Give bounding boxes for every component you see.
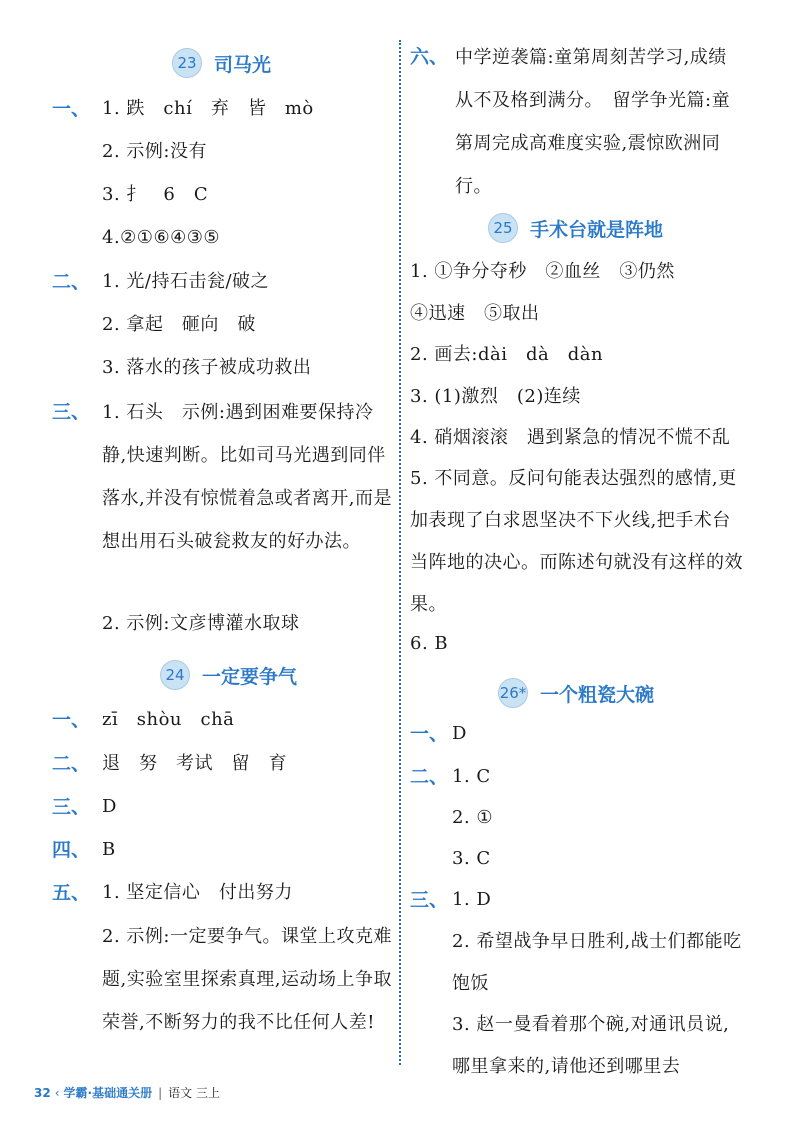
answer-line: 4.②①⑥④③⑤ xyxy=(102,227,220,248)
answer-line: zī shòu chā xyxy=(102,709,235,730)
section-mark: 一、 xyxy=(52,98,91,120)
answer-line: 退 努 考试 留 育 xyxy=(102,753,287,774)
answer-line: 3. (1)激烈 (2)连续 xyxy=(410,386,581,407)
answer-line: 1. C xyxy=(452,766,491,787)
answer-paragraph: 1. 石头 示例:遇到困难要保持冷静,快速判断。比如司马光遇到同伴落水,并没有惊慌着急或者离开,而是想出用石头破瓮救友的好办法。 xyxy=(102,402,392,552)
section-mark: 五、 xyxy=(52,882,91,904)
section-mark: 四、 xyxy=(52,839,91,861)
answer-line: 1. 光/持石击瓮/破之 xyxy=(102,271,270,292)
lesson-title: 司马光 xyxy=(214,53,272,76)
lesson-number-badge: 26* xyxy=(498,678,528,708)
lesson-number-badge: 25 xyxy=(488,213,518,243)
answer-line: 3. 落水的孩子被成功救出 xyxy=(102,357,312,378)
section-mark: 三、 xyxy=(52,401,91,423)
answer-line: 3. 扌 6 C xyxy=(102,184,209,205)
answer-line: 6. B xyxy=(410,633,449,654)
lesson-number-badge: 23 xyxy=(172,48,202,78)
answer-line: ④迅速 ⑤取出 xyxy=(410,303,540,324)
answer-line: 1. ①争分夺秒 ②血丝 ③仍然 xyxy=(410,261,675,282)
lesson-number-badge: 24 xyxy=(160,660,190,690)
answer-line: B xyxy=(102,839,116,860)
section-mark: 二、 xyxy=(52,753,91,775)
section-mark: 二、 xyxy=(52,271,91,293)
lesson-title: 一个粗瓷大碗 xyxy=(540,683,655,706)
section-mark: 二、 xyxy=(410,766,449,788)
answer-line: 1. 坚定信心 付出努力 xyxy=(102,882,293,903)
lesson-23-header xyxy=(172,48,271,78)
section-mark: 三、 xyxy=(52,796,91,818)
subject-label: 语文 三上 xyxy=(168,1086,220,1100)
answer-paragraph: 5. 不同意。反问句能表达强烈的感情,更加表现了白求恩坚决不下火线,把手术台当阵地的决心。而陈述句就没有这样的效果。 xyxy=(410,468,743,615)
answer-line: 1. D xyxy=(452,889,492,910)
answer-line: 2. 示例:没有 xyxy=(102,141,207,162)
footer-separator: | xyxy=(158,1085,163,1100)
column-divider xyxy=(399,40,401,1065)
answer-paragraph: 2. 示例:一定要争气。课堂上攻克难题,实验室里探索真理,运动场上争取荣誉,不断努力的我不比任何人差! xyxy=(102,926,392,1033)
footer-arrow-icon: ‹ xyxy=(54,1085,60,1100)
answer-line: 2. 示例:文彦博灌水取球 xyxy=(102,613,300,634)
lesson-26-header xyxy=(498,678,654,708)
section-mark: 一、 xyxy=(52,709,91,731)
lesson-title: 一定要争气 xyxy=(202,665,298,688)
answer-line: 2. ① xyxy=(452,807,494,828)
lesson-24-header xyxy=(160,660,297,690)
answer-line: 2. 画去:dài dà dàn xyxy=(410,344,604,365)
page-footer xyxy=(34,1084,220,1101)
lesson-title: 手术台就是阵地 xyxy=(530,218,664,241)
answer-line: 3. C xyxy=(452,848,491,869)
answer-paragraph: 2. 希望战争早日胜利,战士们都能吃饱饭 xyxy=(452,931,742,994)
section-mark: 一、 xyxy=(410,723,449,745)
answer-line: 2. 拿起 砸向 破 xyxy=(102,314,256,335)
section-mark: 三、 xyxy=(410,889,449,911)
book-title: 学霸·基础通关册 xyxy=(63,1086,153,1100)
answer-paragraph: 3. 赵一曼看着那个碗,对通讯员说,哪里拿来的,请他还到哪里去 xyxy=(452,1014,730,1077)
page-number: 32 xyxy=(34,1085,51,1100)
answer-line: 4. 硝烟滚滚 遇到紧急的情况不慌不乱 xyxy=(410,427,731,448)
lesson-25-header xyxy=(488,213,663,243)
answer-line: D xyxy=(102,796,117,817)
section-mark: 六、 xyxy=(410,46,449,68)
answer-line: D xyxy=(452,723,467,744)
answer-line: 1. 跌 chí 弃 皆 mò xyxy=(102,98,314,119)
answer-paragraph: 中学逆袭篇:童第周刻苦学习,成绩从不及格到满分。 留学争光篇:童第周完成高难度实验,震惊欧洲同行。 xyxy=(455,47,731,197)
